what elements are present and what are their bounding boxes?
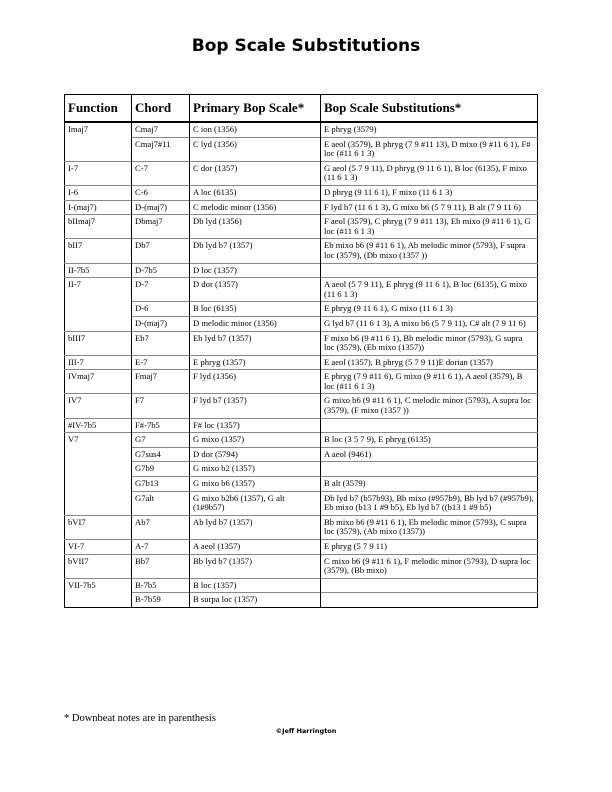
chord-cell: Db7 [132,239,190,263]
substitutions-cell [321,418,538,433]
substitutions-cell: F aeol (3579), C phryg (7 9 #11 13), Eb mixo (9 #11 6 1), G loc (#11 6 1 3) [321,215,538,239]
table-row [65,540,538,555]
table-row [65,418,538,433]
table-row [65,433,538,448]
chord-cell: C-7 [132,161,190,185]
function-cell: bVI7 [65,515,132,539]
table-row [65,370,538,394]
primary-scale-cell: F# loc (1357) [190,418,321,433]
substitutions-cell [321,593,538,608]
chord-cell: D-7b5 [132,263,190,278]
chord-cell: D-(maj7) [132,316,190,331]
substitutions-cell: B alt (3579) [321,477,538,492]
primary-scale-cell: C dor (1357) [190,161,321,185]
chord-cell: G7 [132,433,190,448]
primary-scale-cell: A aeol (1357) [190,540,321,555]
function-cell [65,316,132,331]
chord-cell: Cmaj7 [132,122,190,137]
chord-cell: B-7b5 [132,578,190,593]
substitutions-cell: E phryg (5 7 9 11) [321,540,538,555]
function-cell: VII-7b5 [65,578,132,593]
function-cell: bIII7 [65,331,132,355]
table-row [65,447,538,462]
primary-scale-cell: F lyd (1356) [190,370,321,394]
primary-scale-cell: D loc (1357) [190,263,321,278]
substitutions-cell: Db lyd b7 (b57b93), Bb mixo (#957b9), Bb lyd b7 (#957b9), Eb mixo (b13 1 #9 b5), Eb lyd b7 ((b13 1 #9 b5) [321,491,538,515]
chord-cell: Eb7 [132,331,190,355]
substitutions-cell: F mixo b6 (9 #11 6 1), Bb melodic minor (5793), G supra loc (3579), (Eb mixo (1357)) [321,331,538,355]
primary-scale-cell: D dor (1357) [190,278,321,302]
function-cell: I-6 [65,185,132,200]
substitutions-cell: G aeol (5 7 9 11), D phryg (9 11 6 1), B loc (6135), F mixo (11 6 1 3) [321,161,538,185]
table-row [65,161,538,185]
page-title: Bop Scale Substitutions [191,36,421,56]
function-cell: I-7 [65,161,132,185]
chord-cell: G7b13 [132,477,190,492]
function-cell [65,137,132,161]
substitutions-cell: E aeol (3579), B phryg (7 9 #11 13), D mixo (9 #11 6 1), F# loc (#11 6 1 3) [321,137,538,161]
header-chord: Chord [132,95,190,123]
header-bop-scale-substitutions: Bop Scale Substitutions* [321,95,538,123]
chord-cell: G7sus4 [132,447,190,462]
table-row [65,316,538,331]
chord-cell: Cmaj7#11 [132,137,190,161]
header-primary-bop-scale: Primary Bop Scale* [190,95,321,123]
primary-scale-cell: Ab lyd b7 (1357) [190,515,321,539]
table-header-row [65,95,538,123]
substitutions-cell: Eb mixo b6 (9 #11 6 1), Ab melodic minor (5793), F supra loc (3579), (Db mixo (1357 )) [321,239,538,263]
function-cell: III-7 [65,355,132,370]
primary-scale-cell: B loc (6135) [190,302,321,317]
primary-scale-cell: Eb lyd b7 (1357) [190,331,321,355]
function-cell: IV7 [65,394,132,418]
primary-scale-cell: C lyd (1356) [190,137,321,161]
chord-cell: B-7b59 [132,593,190,608]
chord-cell: F#-7b5 [132,418,190,433]
chord-cell: D-6 [132,302,190,317]
function-cell: II-7 [65,278,132,302]
substitutions-cell: E phryg (7 9 #11 6), G mixo (9 #11 6 1), A aeol (3579), B loc (#11 6 1 3) [321,370,538,394]
chord-cell: D-(maj7) [132,200,190,215]
substitutions-cell: G mixo b6 (9 #11 6 1), C melodic minor (5793), A supra loc (3579), (F mixo (1357 )) [321,394,538,418]
table-row [65,302,538,317]
function-cell: II-7b5 [65,263,132,278]
function-cell: bII7 [65,239,132,263]
function-cell: IVmaj7 [65,370,132,394]
function-cell: Imaj7 [68,124,89,134]
primary-scale-cell: G mixo b2 (1357) [190,462,321,477]
primary-scale-cell: D dor (5794) [190,447,321,462]
table-row [65,515,538,539]
substitutions-cell: D phryg (9 11 6 1), F mixo (11 6 1 3) [321,185,538,200]
substitutions-cell: B loc (3 5 7 9), E phryg (6135) [321,433,538,448]
table-row [65,239,538,263]
table-row [65,477,538,492]
table-row [65,554,538,578]
table-row [65,278,538,302]
substitutions-cell: Bb mixo b6 (9 #11 6 1), Eb melodic minor (5793), C supra loc (3579), (Ab mixo (1357)) [321,515,538,539]
primary-scale-cell: Bb lyd b7 (1357) [190,554,321,578]
primary-scale-cell: D melodic minor (1356) [190,316,321,331]
primary-scale-cell: C melodic minor (1356) [190,200,321,215]
function-cell [65,491,132,515]
primary-scale-cell: G mixo b6 (1357) [190,477,321,492]
primary-scale-cell: A loc (6135) [190,185,321,200]
chord-cell: Bb7 [132,554,190,578]
table-row [65,215,538,239]
table-row [65,578,538,593]
primary-scale-cell: B surpa loc (1357) [190,593,321,608]
substitution-table [64,94,538,608]
substitutions-cell: A aeol (9461) [321,447,538,462]
function-cell [65,462,132,477]
table-row [65,185,538,200]
function-cell: I-(maj7) [65,200,132,215]
chord-cell: Dbmaj7 [132,215,190,239]
credit: ©Jeff Harrington [275,727,337,735]
chord-cell: D-7 [132,278,190,302]
table-row [65,355,538,370]
primary-scale-cell: G mixo (1357) [190,433,321,448]
table-row [65,137,538,161]
substitutions-cell [321,263,538,278]
substitutions-cell: E phryg (3579) [321,122,538,137]
substitutions-cell: F lyd b7 (11 6 1 3), G mixo b6 (5 7 9 11), B alt (7 9 11 6) [321,200,538,215]
function-cell [65,477,132,492]
substitutions-cell: E phryg (9 11 6 1), G mixo (11 6 1 3) [321,302,538,317]
chord-cell: G7alt [132,491,190,515]
primary-scale-cell: Db lyd b7 (1357) [190,239,321,263]
function-cell: bIImaj7 [65,215,132,239]
substitutions-cell [321,578,538,593]
chord-cell: F7 [132,394,190,418]
function-cell: #IV-7b5 [65,418,132,433]
function-cell [65,593,132,608]
chord-cell: G7b9 [132,462,190,477]
table-row [65,491,538,515]
substitutions-cell [321,462,538,477]
chord-cell: Ab7 [132,515,190,539]
table-row [65,593,538,608]
primary-scale-cell: E phryg (1357) [190,355,321,370]
table-row [65,331,538,355]
function-cell: V7 [65,433,132,448]
function-cell [65,447,132,462]
table-row [65,122,538,137]
primary-scale-cell: G mixo b2b6 (1357), G alt (1#9b57) [190,491,321,515]
substitutions-cell: G lyd b7 (11 6 1 3), A mixo b6 (5 7 9 11), C# alt (7 9 11 6) [321,316,538,331]
table-row [65,200,538,215]
header-function: Function [65,95,132,123]
table-row [65,462,538,477]
table-body [65,122,538,607]
substitutions-cell: E aeol (1357), B phryg (5 7 9 11)E dorian (1357) [321,355,538,370]
function-cell [65,302,132,317]
primary-scale-cell: F lyd b7 (1357) [190,394,321,418]
substitutions-cell: A aeol (5 7 9 11), E phryg (9 11 6 1), B loc (6135), G mixo (11 6 1 3) [321,278,538,302]
chord-cell: E-7 [132,355,190,370]
function-cell: VI-7 [65,540,132,555]
chord-cell: A-7 [132,540,190,555]
table-row [65,263,538,278]
footnote: * Downbeat notes are in parenthesis [64,713,216,724]
chord-cell: Fmaj7 [132,370,190,394]
primary-scale-cell: C ion (1356) [190,122,321,137]
primary-scale-cell: Db lyd (1356) [190,215,321,239]
function-cell: bVII7 [65,554,132,578]
substitutions-cell: C mixo b6 (9 #11 6 1), F melodic minor (5793), D supra loc (3579), (Bb mixo) [321,554,538,578]
table-row [65,394,538,418]
primary-scale-cell: B loc (1357) [190,578,321,593]
chord-cell: C-6 [132,185,190,200]
